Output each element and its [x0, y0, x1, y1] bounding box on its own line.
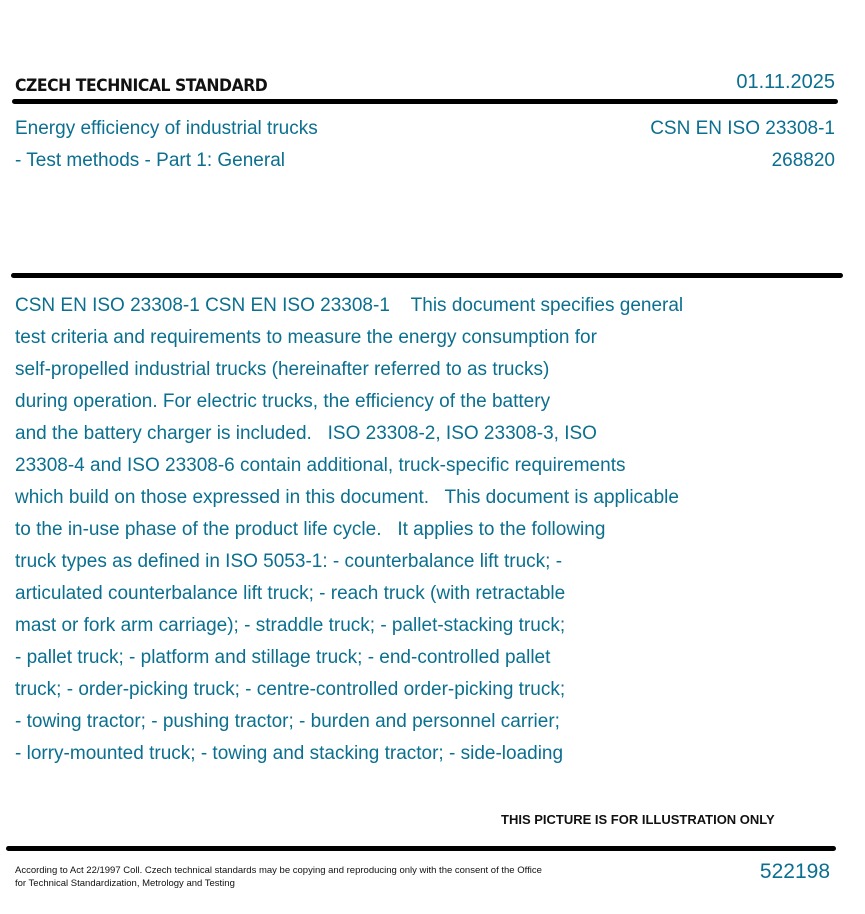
footer-divider [6, 846, 836, 851]
abstract-line: 23308-4 and ISO 23308-6 contain additional, truck-specific requirements [15, 455, 626, 476]
abstract-line: self-propelled industrial trucks (hereinafter referred to as trucks) [15, 359, 550, 380]
abstract-line: truck; - order-picking truck; - centre-controlled order-picking truck; [15, 679, 566, 700]
abstract-line: truck types as defined in ISO 5053-1: - counterbalance lift truck; - [15, 551, 563, 572]
abstract-line: - lorry-mounted truck; - towing and stacking tractor; - side-loading [15, 743, 564, 764]
abstract-line: CSN EN ISO 23308-1 CSN EN ISO 23308-1 This document specifies general [15, 295, 684, 316]
abstract-line: and the battery charger is included. ISO 23308-2, ISO 23308-3, ISO [15, 423, 597, 444]
document-type-heading: CZECH TECHNICAL STANDARD [15, 76, 268, 96]
header-divider [12, 99, 838, 104]
standard-code: CSN EN ISO 23308-1 [650, 118, 835, 139]
abstract-line: test criteria and requirements to measure the energy consumption for [15, 327, 597, 348]
abstract-line: - pallet truck; - platform and stillage truck; - end-controlled pallet [15, 647, 551, 668]
catalog-number: 268820 [771, 150, 835, 171]
document-number: 522198 [759, 860, 830, 883]
abstract-line: during operation. For electric trucks, the efficiency of the battery [15, 391, 551, 412]
abstract-line: to the in-use phase of the product life cycle. It applies to the following [15, 519, 606, 540]
abstract-line: which build on those expressed in this document. This document is applicable [15, 487, 679, 508]
standard-title-line2: - Test methods - Part 1: General [15, 150, 285, 171]
publication-date: 01.11.2025 [736, 71, 835, 93]
copyright-notice [15, 864, 542, 890]
abstract-line: mast or fork arm carriage); - straddle truck; - pallet-stacking truck; [15, 615, 566, 636]
illustration-note: THIS PICTURE IS FOR ILLUSTRATION ONLY [501, 812, 775, 827]
abstract-line: - towing tractor; - pushing tractor; - burden and personnel carrier; [15, 711, 560, 732]
abstract-text [15, 290, 683, 770]
standard-title-line1: Energy efficiency of industrial trucks [15, 118, 318, 139]
copyright-line1: According to Act 22/1997 Coll. Czech technical standards may be copying and reproducing only with the consent of the Office [15, 865, 542, 876]
copyright-line2: for Technical Standardization, Metrology and Testing [15, 878, 235, 889]
section-divider [11, 273, 843, 278]
abstract-line: articulated counterbalance lift truck; - reach truck (with retractable [15, 583, 566, 604]
